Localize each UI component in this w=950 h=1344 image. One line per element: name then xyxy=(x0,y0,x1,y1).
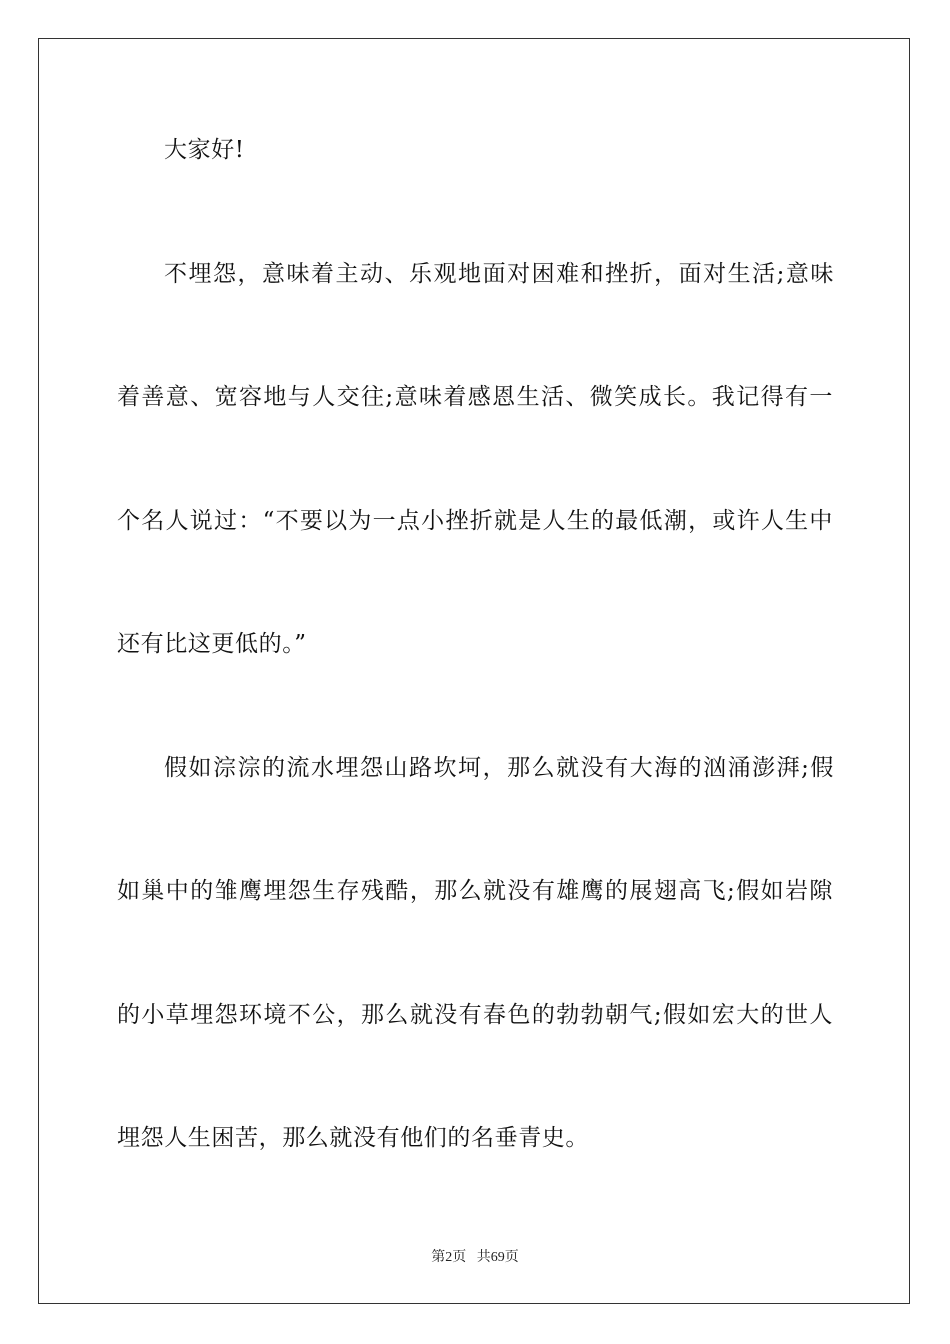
paragraph2-line-3: 的小草埋怨环境不公，那么就没有春色的勃勃朝气;假如宏大的世人 xyxy=(117,1002,833,1028)
page-frame xyxy=(38,38,910,1304)
greeting-line: 大家好! xyxy=(164,137,245,163)
paragraph2-line-2: 如巢中的雏鹰埋怨生存残酷，那么就没有雄鹰的展翅高飞;假如岩隙 xyxy=(117,878,833,904)
paragraph1-line-4: 还有比这更低的。” xyxy=(117,631,307,657)
paragraph1-line-3: 个名人说过：“不要以为一点小挫折就是人生的最低潮，或许人生中 xyxy=(117,508,833,534)
page-number-footer: 第2页 共69页 xyxy=(431,1250,519,1265)
paragraph2-line-4: 埋怨人生困苦，那么就没有他们的名垂青史。 xyxy=(117,1125,589,1151)
paragraph1-line-2: 着善意、宽容地与人交往;意味着感恩生活、微笑成长。我记得有一 xyxy=(117,384,833,410)
paragraph1-line-1: 不埋怨，意味着主动、乐观地面对困难和挫折，面对生活;意味 xyxy=(164,261,834,287)
paragraph2-line-1: 假如淙淙的流水埋怨山路坎坷，那么就没有大海的汹涌澎湃;假 xyxy=(164,755,834,781)
